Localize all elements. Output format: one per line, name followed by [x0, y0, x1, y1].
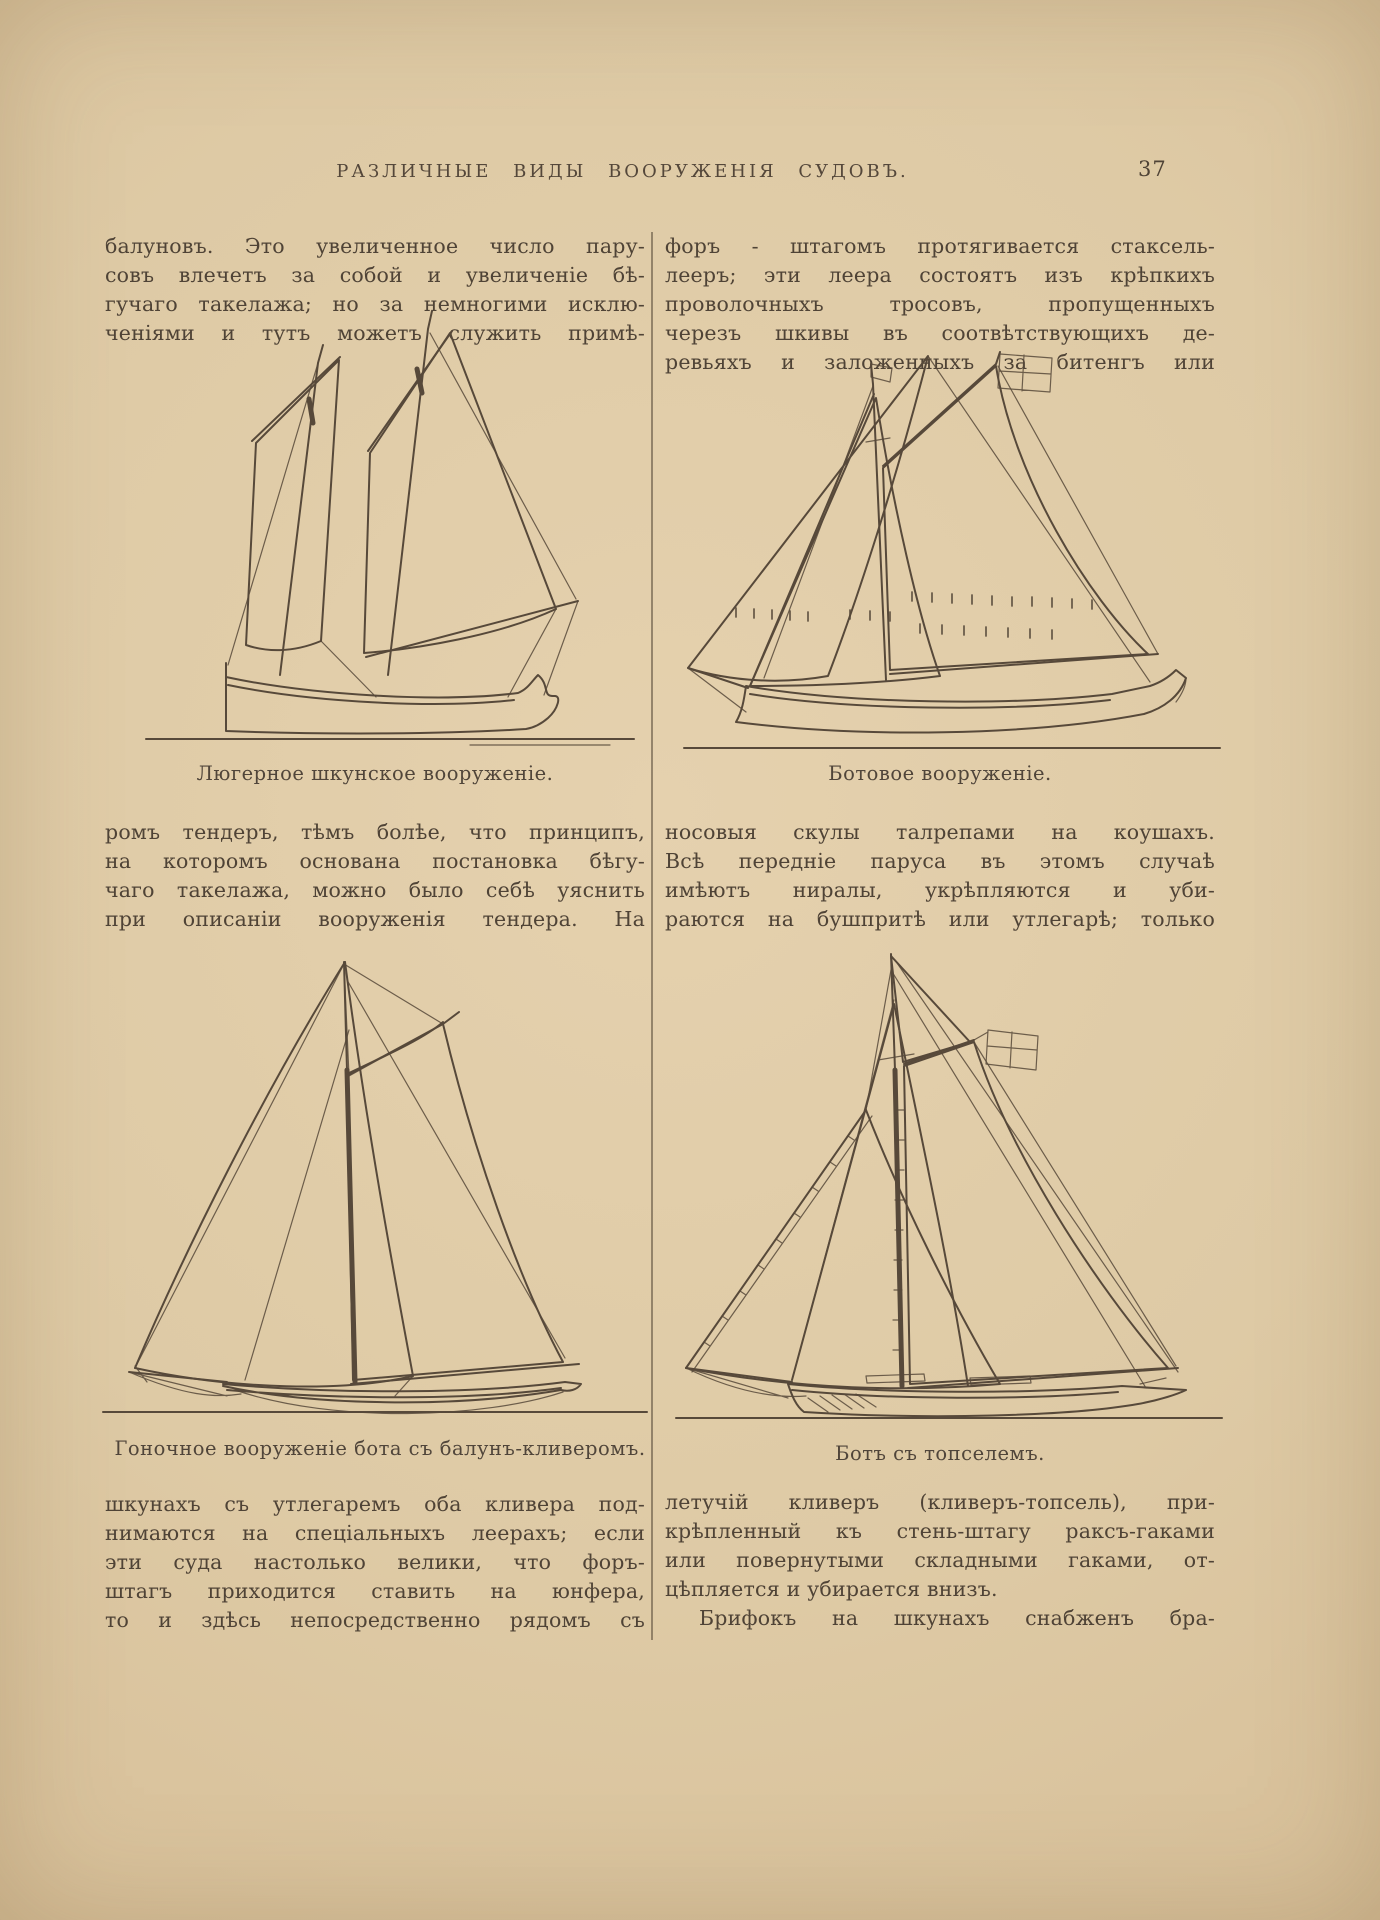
right-paragraph-3	[665, 1488, 1215, 1604]
figure-boat-with-topsail	[670, 940, 1230, 1434]
text-line: шкунахъ съ утлегаремъ оба кливера под-	[105, 1492, 645, 1516]
column-divider-rule	[651, 232, 653, 1640]
text-line: при описаніи вооруженія тендера. На	[105, 907, 645, 931]
racing-boat-drawing	[95, 950, 655, 1428]
text-line: проволочныхъ тросовъ, пропущенныхъ	[665, 292, 1215, 316]
text-line: ченіями и тутъ можетъ служить примѣ-	[105, 321, 645, 345]
text-line: штагъ приходится ставить на юнфера,	[105, 1579, 645, 1603]
text-line: эти суда настолько велики, что форъ-	[105, 1550, 645, 1574]
text-line: Брифокъ на шкунахъ снабженъ бра-	[699, 1606, 1215, 1630]
text-line: на которомъ основана постановка бѣгу-	[105, 849, 645, 873]
text-line: крѣпленный къ стень-штагу раксъ-гаками	[665, 1519, 1215, 1543]
caption-lugger-rig: Люгерное шкунское вооруженіе.	[196, 762, 554, 785]
text-line: имѣютъ ниралы, укрѣпляются и уби-	[665, 878, 1215, 902]
caption-racing-rig: Гоночное вооруженіе бота съ балунъ-кливеромъ.	[114, 1437, 646, 1460]
text-line: носовыя скулы талрепами на коушахъ.	[665, 820, 1215, 844]
text-line: совъ влечетъ за собой и увеличеніе бѣ-	[105, 263, 645, 287]
text-line: нимаются на спеціальныхъ леерахъ; если	[105, 1521, 645, 1545]
figure-boat-rig	[680, 350, 1225, 760]
text-line: раются на бушпритѣ или утлегарѣ; только	[665, 907, 1215, 931]
text-line: Всѣ передніе паруса въ этомъ случаѣ	[665, 849, 1215, 873]
text-line: форъ - штагомъ протягивается стаксель-	[665, 234, 1215, 258]
text-line: ромъ тендеръ, тѣмъ болѣе, что принципъ,	[105, 820, 645, 844]
left-paragraph-3	[105, 1490, 645, 1635]
text-line: то и здѣсь непосредственно рядомъ съ	[105, 1608, 645, 1632]
text-line: лееръ; эти леера состоятъ изъ крѣпкихъ	[665, 263, 1215, 287]
text-line: или повернутыми складными гаками, от-	[665, 1548, 1215, 1572]
left-paragraph-2	[105, 818, 645, 934]
text-line: черезъ шкивы въ соотвѣтствующихъ де-	[665, 321, 1215, 345]
right-paragraph-2	[665, 818, 1215, 934]
page-number: 37	[1138, 157, 1167, 181]
caption-boat-topsail: Ботъ съ топселемъ.	[835, 1442, 1045, 1465]
running-header: РАЗЛИЧНЫЕ ВИДЫ ВООРУЖЕНІЯ СУДОВЪ.	[336, 161, 909, 182]
text-line: цѣпляется и убирается внизъ.	[665, 1577, 998, 1601]
text-line: чаго такелажа, можно было себѣ уяснить	[105, 878, 645, 902]
boat-topsail-drawing	[670, 940, 1230, 1434]
text-line: балуновъ. Это увеличенное число пару-	[105, 234, 645, 258]
right-paragraph-4	[665, 1604, 1215, 1633]
text-line: гучаго такелажа; но за немногими исклю-	[105, 292, 645, 316]
figure-racing-boat-balloon-jib	[95, 950, 655, 1428]
boat-rig-drawing	[680, 350, 1225, 760]
caption-boat-rig: Ботовое вооруженіе.	[828, 762, 1052, 785]
text-line: летучій кливеръ (кливеръ-топсель), при-	[665, 1490, 1215, 1514]
text-line: ревьяхъ и заложенныхъ за битенгъ или	[665, 350, 1215, 374]
figure-lugger-schooner-rig	[140, 303, 640, 755]
lugger-schooner-drawing	[140, 303, 640, 755]
